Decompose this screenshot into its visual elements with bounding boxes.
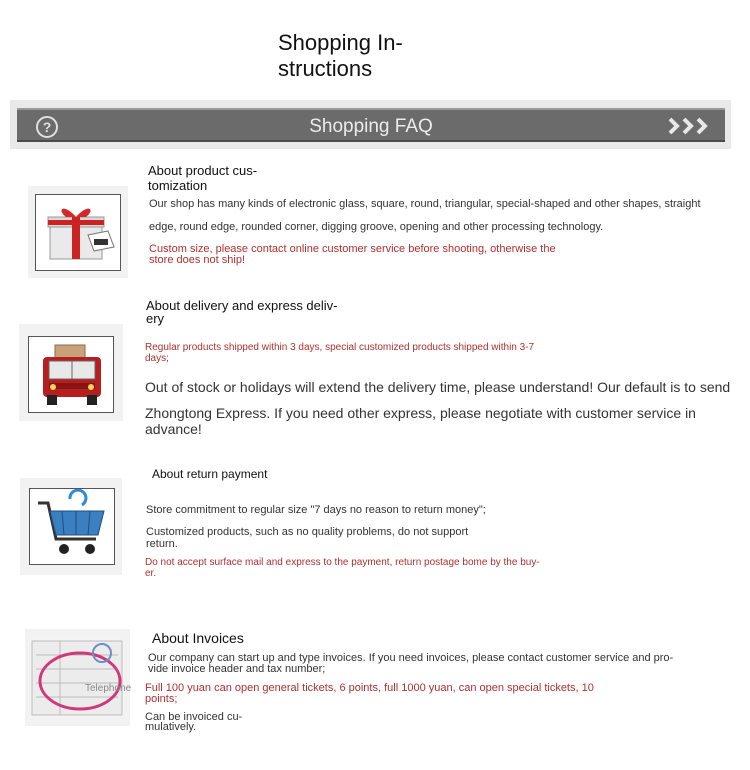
page-title: Shopping In- structions bbox=[278, 30, 403, 81]
section-note-invoices: Full 100 yuan can open general tickets, 6 points, full 1000 yuan, can open special tickets, 10 points; bbox=[145, 682, 594, 705]
section-heading-invoices: About Invoices bbox=[152, 630, 244, 646]
invoice-telephone-label: Telephone bbox=[85, 683, 132, 694]
shopping-cart-icon bbox=[30, 489, 115, 565]
section-heading-return: About return payment bbox=[152, 467, 268, 481]
section-text-customization-1: Our shop has many kinds of electronic glass, square, round, triangular, special-shaped and other shapes, straight bbox=[149, 198, 701, 210]
section-text-delivery-1: Out of stock or holidays will extend the delivery time, please understand! Our default is to send bbox=[145, 379, 731, 395]
section-note-delivery: Regular products shipped within 3 days, special customized products shipped within 3-7 days; bbox=[145, 342, 535, 364]
section-text-invoices-1: Our company can start up and type invoices. If you need invoices, please contact customer service and pro- vide invoice header and tax number; bbox=[148, 652, 674, 675]
delivery-truck-icon bbox=[29, 337, 114, 413]
triple-chevron-right-icon bbox=[668, 116, 712, 140]
delivery-image bbox=[19, 324, 123, 421]
section-note-return: Do not accept surface mail and express to the payment, return postage bome by the buy- er. bbox=[145, 557, 540, 579]
gift-box-icon bbox=[36, 195, 121, 271]
question-circle-icon: ? bbox=[36, 116, 58, 138]
section-text-return-2: Customized products, such as no quality problems, do not support return. bbox=[146, 526, 469, 550]
section-heading-customization: About product cus- tomization bbox=[148, 163, 258, 193]
section-heading-delivery: About delivery and express deliv- ery bbox=[146, 298, 338, 326]
section-text-delivery-2: Zhongtong Express. If you need other express, please negotiate with customer service in advance! bbox=[145, 405, 696, 437]
section-note-customization: Custom size, please contact online customer service before shooting, otherwise the store does not ship! bbox=[149, 243, 556, 266]
section-text-return-1: Store commitment to regular size "7 days no reason to return money"; bbox=[146, 504, 486, 516]
faq-banner-title: Shopping FAQ bbox=[309, 116, 433, 137]
product-customization-image bbox=[28, 186, 128, 278]
section-text-customization-2: edge, round edge, rounded corner, digging groove, opening and other processing technology. bbox=[149, 221, 604, 233]
return-payment-image bbox=[20, 478, 122, 575]
invoice-document-icon bbox=[30, 639, 124, 717]
section-footer-invoices: Can be invoiced cu- mulatively. bbox=[145, 711, 243, 733]
faq-banner bbox=[17, 108, 725, 142]
invoice-image bbox=[25, 629, 130, 726]
